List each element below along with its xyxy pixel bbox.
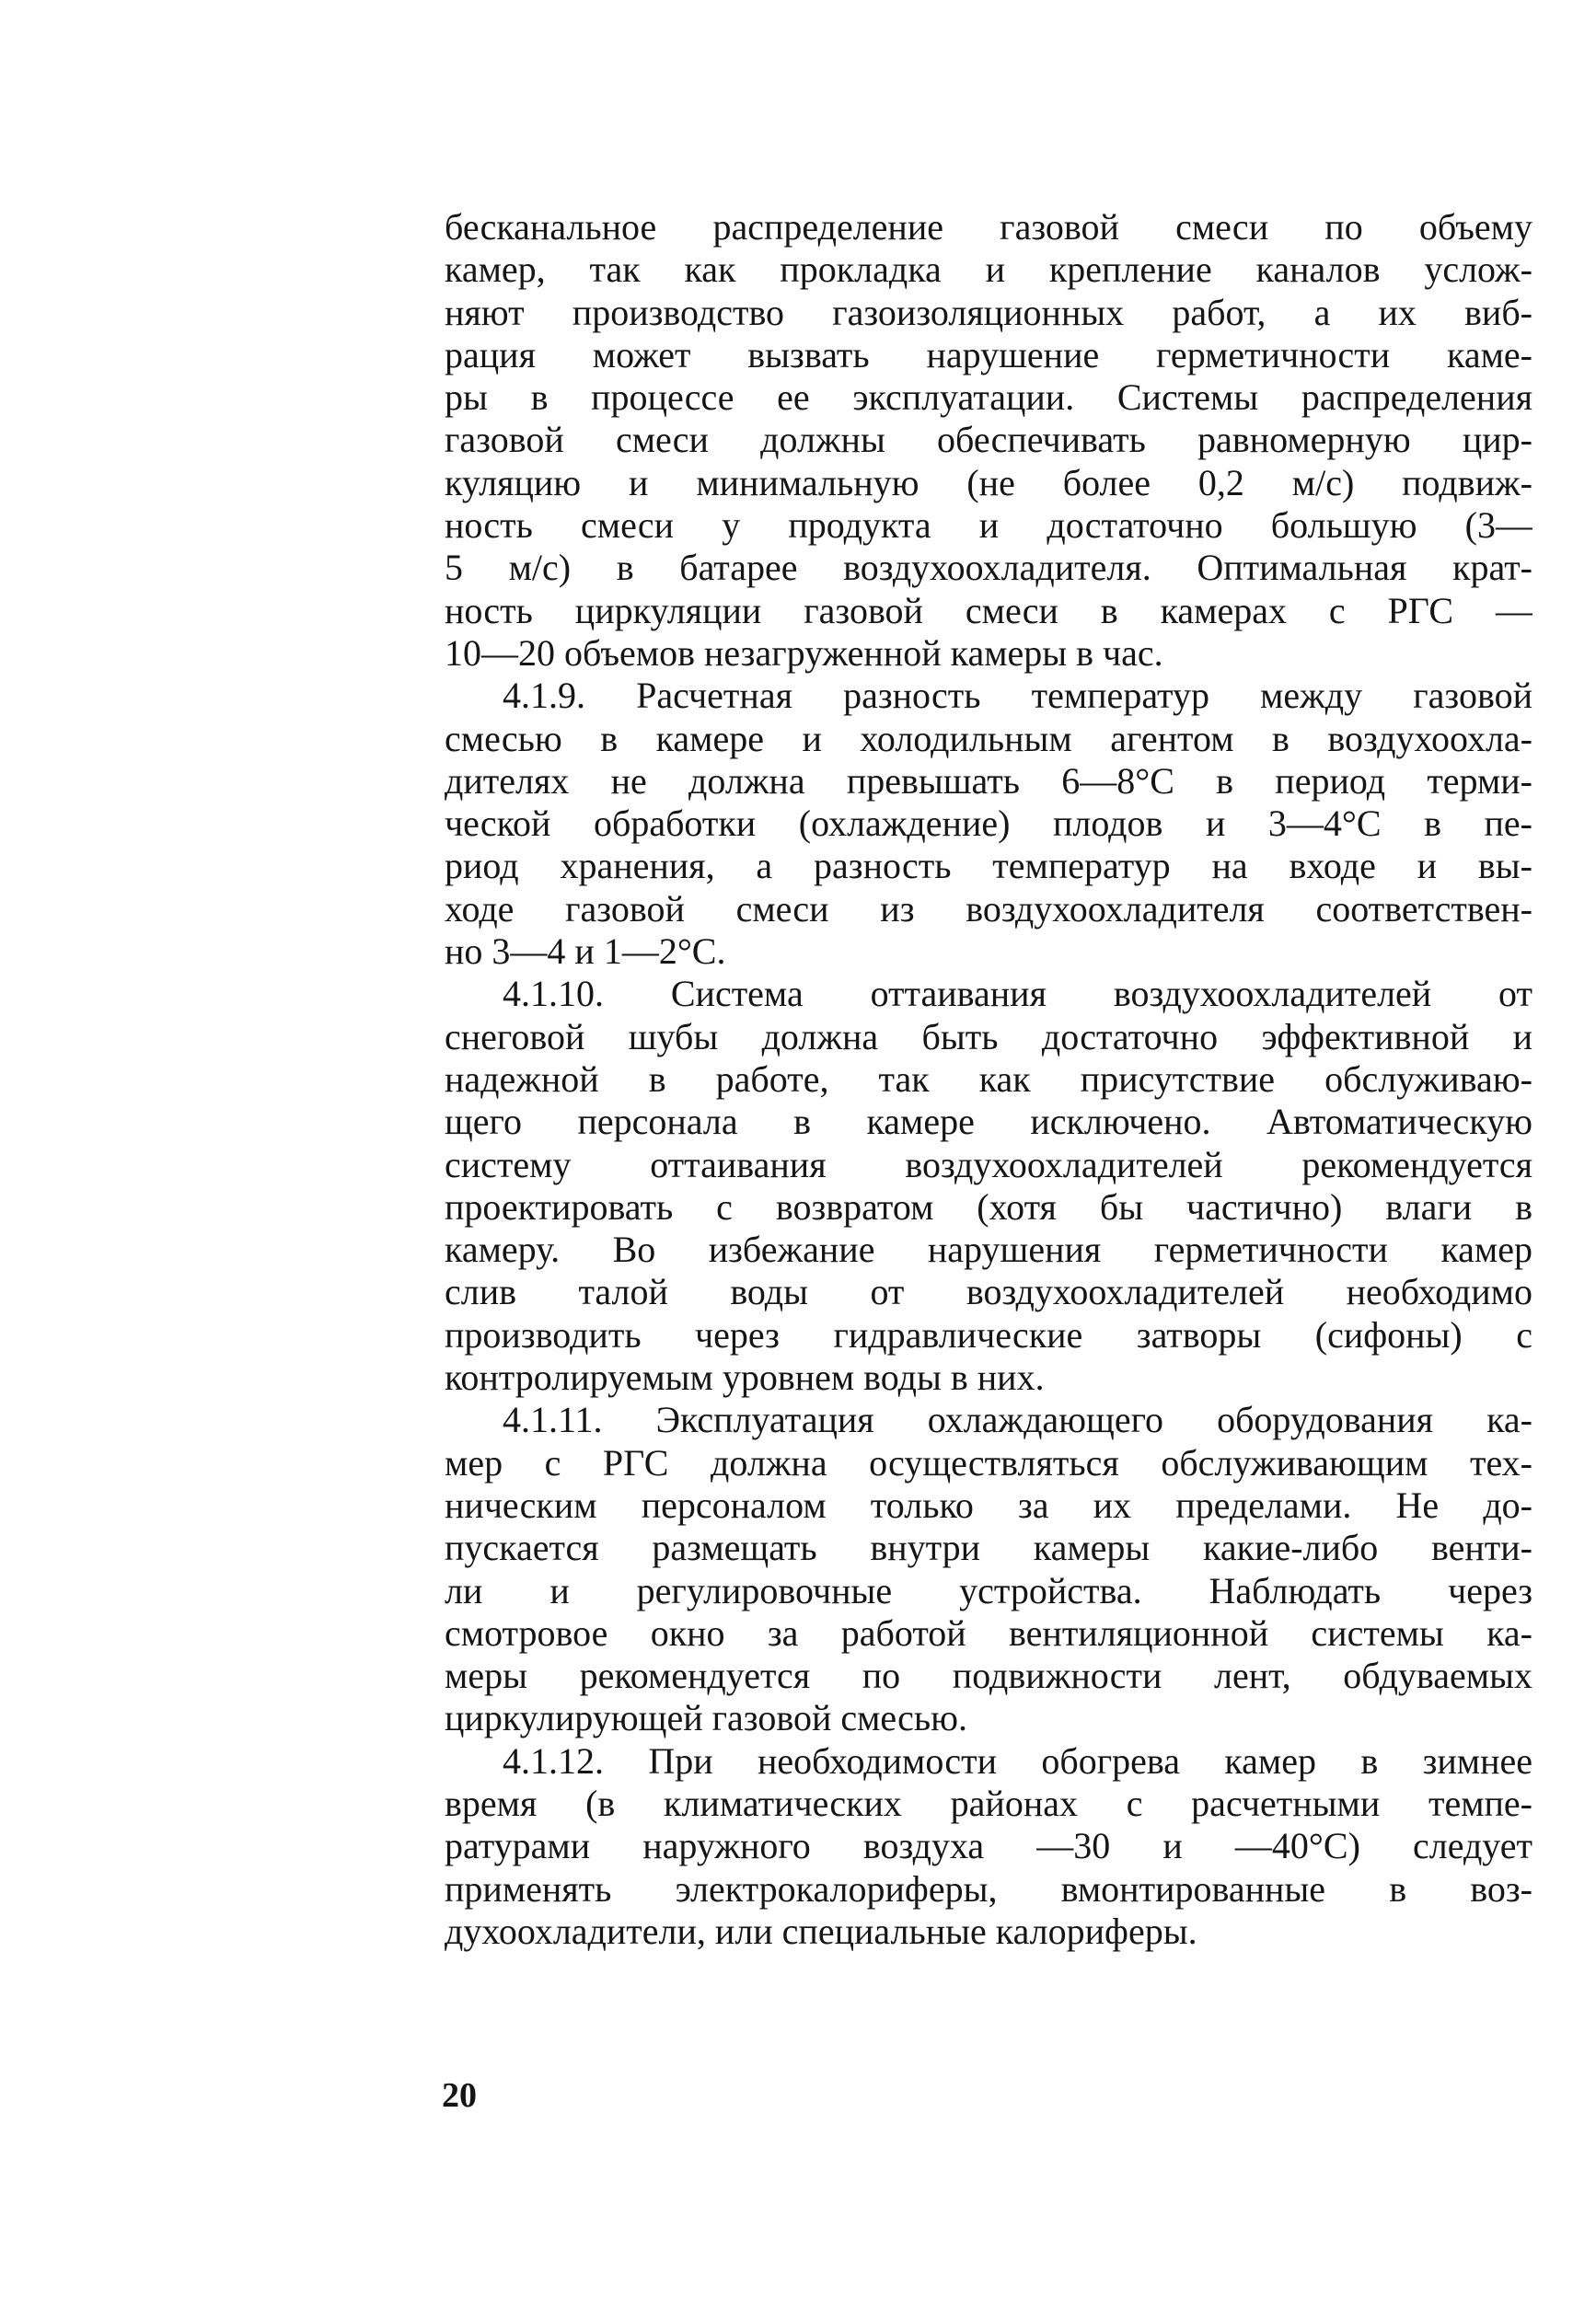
text-line: циркулирующей газовой смесью. [445,1697,968,1739]
text-line: риод хранения, а разность температур на входе и вы- [445,845,1532,887]
text-line: время (в климатических районах с расчетными темпе- [445,1782,1532,1824]
paragraph-4-1-12-start: 4.1.12. При необходимости обогрева камер в зимнее [503,1739,1532,1782]
text-line: куляцию и минимальную (не более 0,2 м/с) подвиж- [445,461,1532,503]
text-line: проектировать с возвратом (хотя бы частично) влаги в [445,1185,1532,1228]
text-line: бесканальное распределение газовой смеси по объему [445,206,1532,248]
text-line: рация может вызвать нарушение герметичности каме- [445,333,1532,375]
text-line: камер, так как прокладка и крепление каналов услож- [445,248,1532,291]
text-line: мер с РГС должна осуществляться обслуживающим тех- [445,1441,1532,1484]
body-text [445,206,1532,1953]
text-line: ходе газовой смеси из воздухоохладителя соответствен- [445,887,1532,930]
paragraph-4-1-10-start: 4.1.10. Система оттаивания воздухоохладителей от [503,973,1532,1015]
text-line: камеру. Во избежание нарушения герметичности камер [445,1229,1532,1271]
text-line: 10—20 объемов незагруженной камеры в час. [445,631,1163,674]
text-line: систему оттаивания воздухоохладителей рекомендуется [445,1143,1532,1185]
text-line: применять электрокалориферы, вмонтированные в воз- [445,1867,1532,1910]
text-line: надежной в работе, так как присутствие обслуживаю- [445,1057,1532,1100]
text-line: смесью в камере и холодильным агентом в воздухоохла- [445,717,1532,759]
text-line: щего персонала в камере исключено. Автоматическую [445,1101,1532,1143]
text-line: ческой обработки (охлаждение) плодов и 3—4°С в пе- [445,803,1532,845]
paragraph-4-1-11-start: 4.1.11. Эксплуатация охлаждающего оборудования ка- [503,1399,1532,1441]
text-line: духоохладители, или специальные калориферы. [445,1910,1197,1952]
text-line: пускается размещать внутри камеры какие-либо венти- [445,1527,1532,1569]
text-line: но 3—4 и 1—2°С. [445,930,726,973]
text-line: дителях не должна превышать 6—8°С в период терми- [445,759,1532,802]
text-line: ность циркуляции газовой смеси в камерах с РГС — [445,589,1532,631]
text-line: 5 м/с) в батарее воздухоохладителя. Оптимальная крат- [445,547,1532,589]
text-line: няют производство газоизоляционных работ, а их виб- [445,291,1532,333]
text-line: контролируемым уровнем воды в них. [445,1357,1045,1399]
text-line: ли и регулировочные устройства. Наблюдать через [445,1569,1532,1611]
text-line: слив талой воды от воздухоохладителей необходимо [445,1271,1532,1313]
text-line: снеговой шубы должна быть достаточно эффективной и [445,1015,1532,1057]
text-line: ническим персоналом только за их пределами. Не до- [445,1484,1532,1526]
text-line: ность смеси у продукта и достаточно большую (3— [445,504,1532,547]
page-number: 20 [442,2076,477,2115]
text-line: газовой смеси должны обеспечивать равномерную цир- [445,419,1532,461]
text-line: ратурами наружного воздуха —30 и —40°С) следует [445,1825,1532,1867]
text-line: смотровое окно за работой вентиляционной системы ка- [445,1611,1532,1654]
text-line: меры рекомендуется по подвижности лент, обдуваемых [445,1655,1532,1697]
text-line: ры в процессе ее эксплуатации. Системы распределения [445,376,1532,419]
text-line: производить через гидравлические затворы (сифоны) с [445,1313,1532,1356]
paragraph-4-1-9-start: 4.1.9. Расчетная разность температур между газовой [503,675,1532,717]
